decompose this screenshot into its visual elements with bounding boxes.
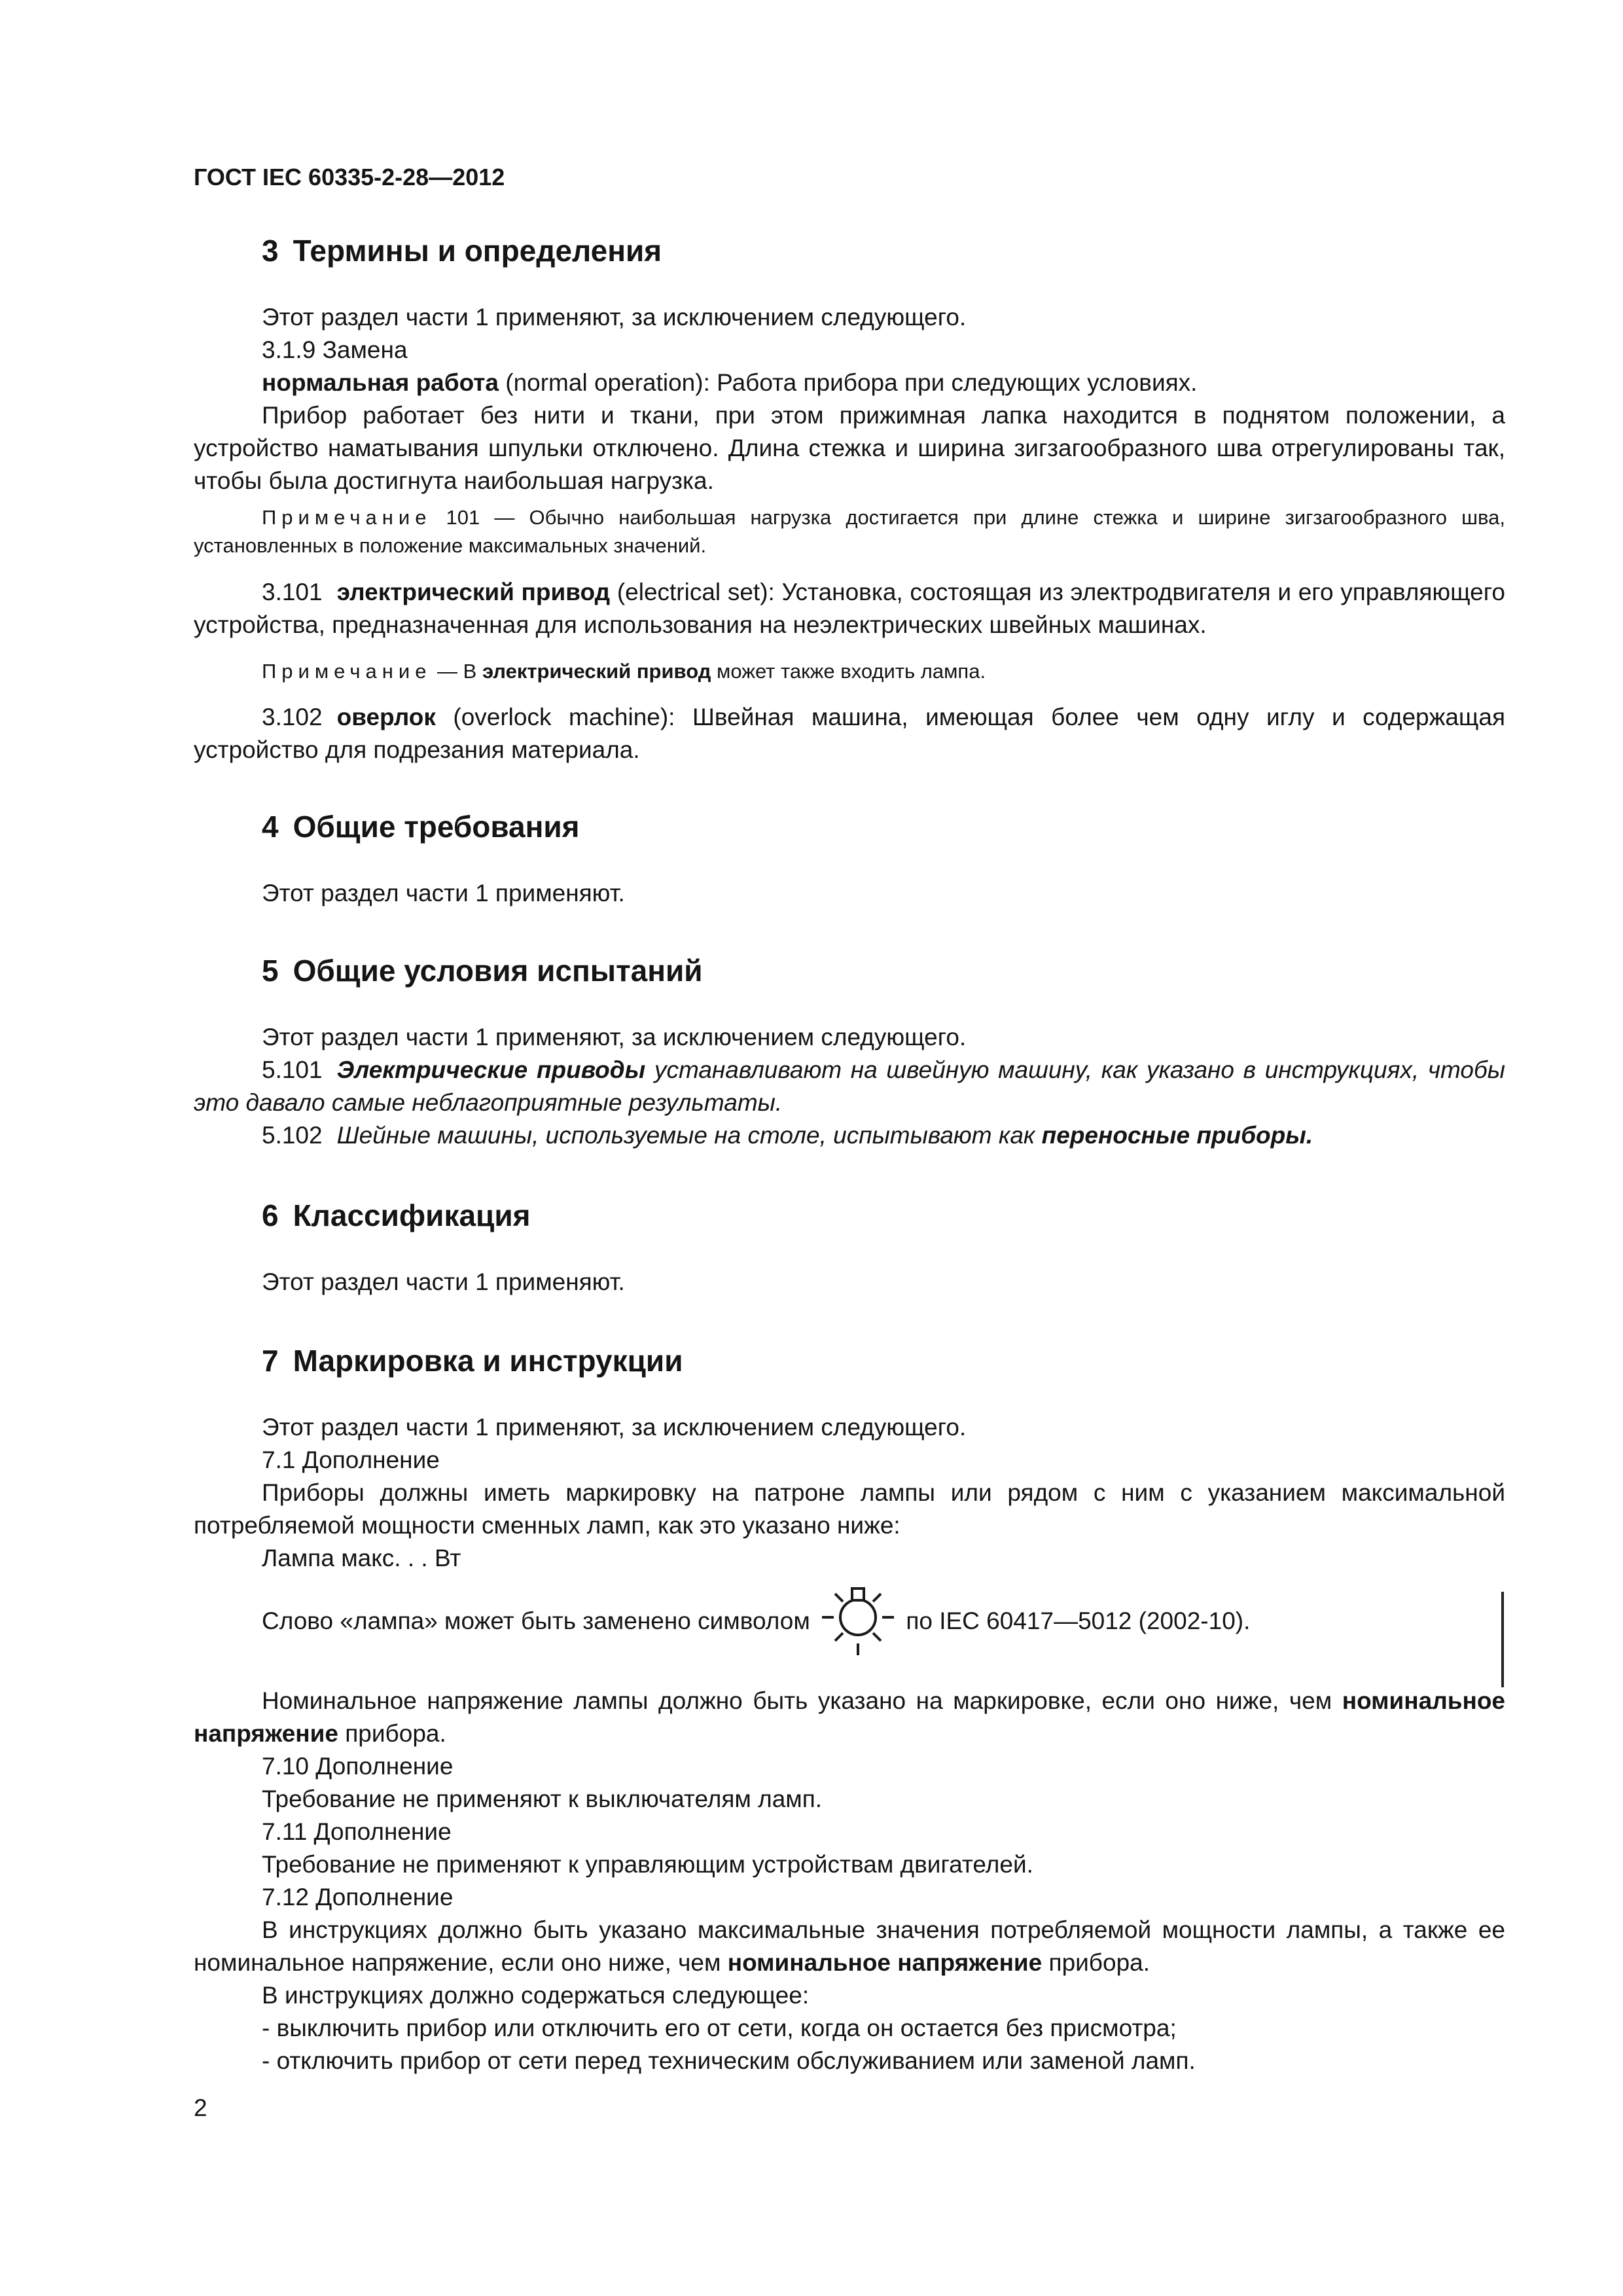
lamp-symbol-line: Слово «лампа» может быть заменено символом по IEC 60417—5012 (2002-10). (194, 1605, 1505, 1638)
clause-7-1-voltage: Номинальное напряжение лампы должно быть указано на маркировке, если оно ниже, чем номинальное напряжение прибора. (194, 1687, 1505, 1747)
clause-7-1: 7.1 Дополнение (262, 1446, 440, 1473)
definition-normal-operation: нормальная работа (normal operation): Работа прибора при следующих условиях. (262, 369, 1198, 396)
list-item: - выключить прибор или отключить его от сети, когда он остается без присмотра; (262, 2015, 1177, 2041)
clause-3-1-9: 3.1.9 Замена (262, 336, 408, 363)
clause-7-11: 7.11 Дополнение (262, 1818, 452, 1845)
clause-7-12-instructions: В инструкциях должно содержаться следующее: (262, 1982, 810, 2009)
lamp-marking: Лампа макс. . . Вт (262, 1545, 461, 1571)
lamp-symbol-icon (819, 1575, 897, 1657)
section-5-intro: Этот раздел части 1 применяют, за исключением следующего. (262, 1024, 967, 1050)
section-3-intro: Этот раздел части 1 применяют, за исключением следующего. (262, 304, 967, 331)
clause-7-12: 7.12 Дополнение (262, 1884, 454, 1910)
page-number: 2 (194, 2094, 207, 2121)
section-3-heading: 3 Термины и определения (262, 234, 662, 268)
note-electrical-set: Примечание — В электрический привод может также входить лампа. (262, 660, 986, 683)
section-4-heading: 4 Общие требования (262, 810, 580, 844)
change-bar (1501, 1592, 1504, 1687)
section-7-heading: 7 Маркировка и инструкции (262, 1344, 683, 1378)
clause-7-12-text: В инструкциях должно быть указано максимальные значения потребляемой мощности лампы, а также ее номинальное напряжение, если оно ниже, чем номинальное напряжение прибора. (194, 1916, 1505, 1976)
list-item: - отключить прибор от сети перед техническим обслуживанием или заменой ламп. (262, 2047, 1196, 2074)
clause-3-102: 3.102 оверлок (overlock machine): Швейная машина, имеющая более чем одну иглу и содержащая устройство для подрезания материала. (194, 704, 1505, 763)
document-id: ГОСТ IEC 60335-2-28—2012 (194, 164, 505, 190)
clause-7-1-text: Приборы должны иметь маркировку на патроне лампы или рядом с ним с указанием максимальной потребляемой мощности сменных ламп, как это указано ниже: (194, 1479, 1505, 1539)
section-4-text: Этот раздел части 1 применяют. (262, 880, 625, 906)
clause-7-11-text: Требование не применяют к управляющим устройствам двигателей. (262, 1851, 1033, 1878)
term: нормальная работа (262, 369, 499, 396)
clause-5-102: 5.102 Шейные машины, используемые на столе, испытывают как переносные приборы. (262, 1122, 1313, 1149)
section-6-heading: 6 Классификация (262, 1198, 531, 1232)
section-5-heading: 5 Общие условия испытаний (262, 954, 703, 988)
clause-7-10-text: Требование не применяют к выключателям ламп. (262, 1785, 823, 1812)
definition-body: Прибор работает без нити и ткани, при этом прижимная лапка находится в поднятом положении, а устройство наматывания шпульки отключено. Длина стежка и ширина зигзагообразного шва отрегулированы так, чтобы была достигнута наибольшая нагрузка. (194, 402, 1505, 494)
clause-5-101: 5.101 Электрические приводы устанавливают на швейную машину, как указано в инструкциях, чтобы это давало самые неблагоприятные результаты. (194, 1056, 1505, 1116)
clause-7-10: 7.10 Дополнение (262, 1753, 454, 1780)
section-7-intro: Этот раздел части 1 применяют, за исключением следующего. (262, 1414, 967, 1441)
section-6-text: Этот раздел части 1 применяют. (262, 1268, 625, 1295)
clause-3-101: 3.101 электрический привод (electrical set): Установка, состоящая из электродвигателя и его управляющего устройства, предназначенная для использования на неэлектрических швейных машинах. (194, 579, 1505, 638)
note-101: Примечание 101 — Обычно наибольшая нагрузка достигается при длине стежка и ширине зигзагообразного шва, установленных в положение максимальных значений. (194, 506, 1505, 557)
